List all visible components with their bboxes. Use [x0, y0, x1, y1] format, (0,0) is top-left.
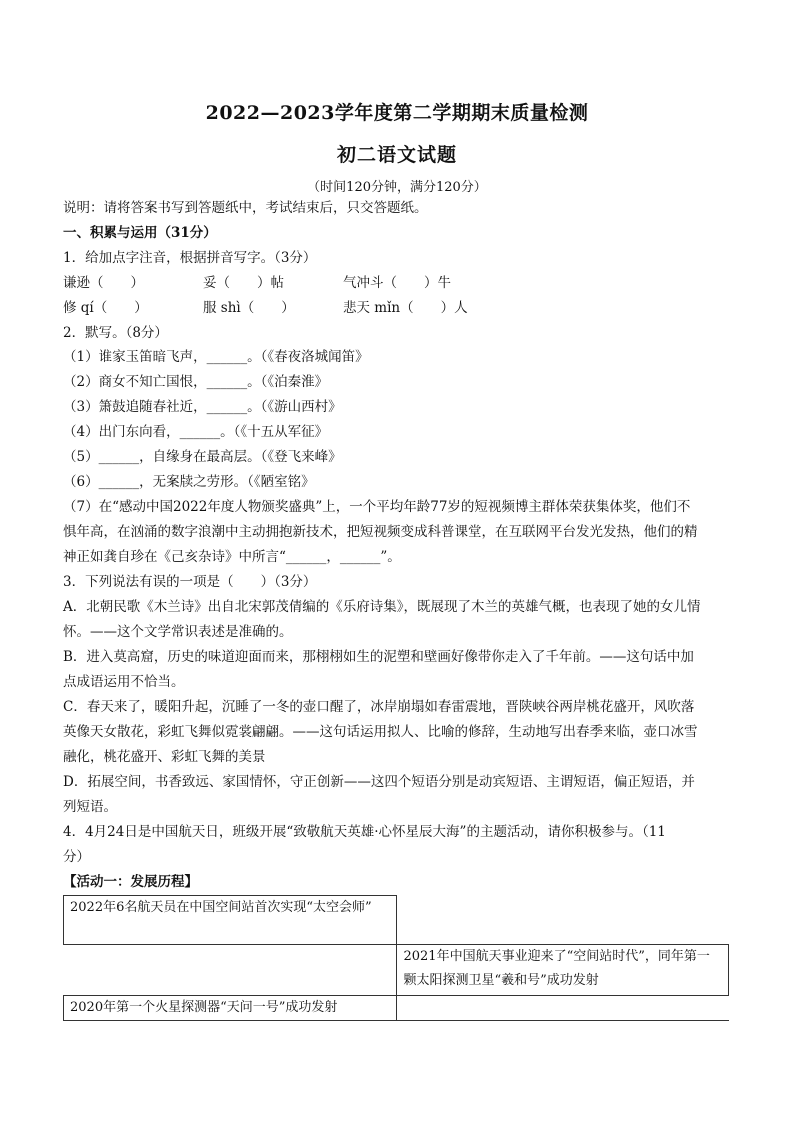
q3-stem: 3．下列说法有误的一项是（ ）（3分）: [63, 574, 317, 590]
timeline-cell-empty: [64, 945, 397, 996]
timeline-row: [64, 896, 729, 945]
exam-title: 2022—2023学年度第二学期期末质量检测: [205, 102, 589, 124]
timeline-table: [63, 895, 729, 1021]
q1-stem: 1．给加点字注音，根据拼音写字。（3分）: [63, 250, 317, 266]
q2-item7-line: （7）在“感动中国2022年度人物颁奖盛典”上，一个平均年龄77岁的短视频博主群体荣获集体奖，他们不: [63, 499, 691, 515]
q1-row2-item: 服 shì（ ）: [203, 300, 295, 316]
q3-line: 点成语运用不恰当。: [63, 674, 185, 690]
q2-line: （5）______，自缘身在最高层。（《登飞来峰》: [63, 449, 342, 465]
q2-line: （6）______，无案牍之劳形。（《陋室铭》: [63, 474, 315, 490]
q3-line: D．拓展空间，书香致远、家国情怀，守正创新——这四个短语分别是动宾短语、主谓短语，偏正短语，并: [63, 774, 695, 790]
q1-row1-item: 妥（ ）帖: [203, 275, 284, 291]
section1-heading: 一、积累与运用（31分）: [63, 225, 217, 241]
q2-stem: 2．默写。（8分）: [63, 325, 168, 341]
q3-line: 英像天女散花，彩虹飞舞似霓裳翩翩。——这句话运用拟人、比喻的修辞，生动地写出春季来临，壶口冰雪: [63, 724, 698, 740]
q3-line: A．北朝民歌《木兰诗》出自北宋郭茂倩编的《乐府诗集》，既展现了木兰的英雄气概，也表现了她的女儿情: [63, 599, 701, 615]
exam-subtitle: 初二语文试题: [336, 144, 457, 166]
q1-row2-item: 悲天 mǐn（ ）人: [343, 300, 468, 316]
q3-line: 融化，桃花盛开、彩虹飞舞的美景: [63, 749, 266, 765]
q4-line: 分）: [63, 849, 90, 865]
timeline-cell: 2022年6名航天员在中国空间站首次实现“太空会师”: [64, 896, 397, 945]
q3-line: B．进入莫高窟，历史的味道迎面而来，那栩栩如生的泥塑和壁画好像带你走入了千年前。——这句话中加: [63, 649, 694, 665]
q2-item7-line: 神正如龚自珍在《己亥杂诗》中所言“______，______”。: [63, 549, 401, 565]
q2-line: （2）商女不知亡国恨，______。（《泊秦淮》: [63, 374, 329, 390]
timeline-row: [64, 945, 729, 996]
timeline-cell-empty: [397, 896, 729, 945]
timeline-row: [64, 996, 729, 1021]
q1-row2-item: 修 qí（ ）: [63, 300, 148, 316]
q2-line: （3）箫鼓追随春社近，______。（《游山西村》: [63, 399, 342, 415]
timeline-cell-empty: [397, 996, 729, 1021]
q4-line: 4．4月24日是中国航天日，班级开展“致敬航天英雄·心怀星辰大海”的主题活动，请你积极参与。（11: [63, 824, 666, 840]
q3-line: 怀。——这个文学常识表述是准确的。: [63, 624, 293, 640]
q3-line: C．春天来了，暖阳升起，沉睡了一冬的壶口醒了，冰岸崩塌如春雷震地，晋陕峡谷两岸桃花盛开，风吹落: [63, 699, 695, 715]
instructions: 说明：请将答案书写到答题纸中，考试结束后，只交答题纸。: [63, 200, 428, 216]
timeline-cell: 2020年第一个火星探测器“天问一号”成功发射: [64, 996, 397, 1021]
timeline-cell: 2021年中国航天事业迎来了“空间站时代”，同年第一颗太阳探测卫星“羲和号”成功发射: [397, 945, 729, 996]
q2-line: （1）谁家玉笛暗飞声，______。（《春夜洛城闻笛》: [63, 349, 369, 365]
q3-line: 列短语。: [63, 799, 117, 815]
time-note: （时间120分钟，满分120分）: [307, 180, 487, 195]
q1-row1-item: 谦逊（ ）: [63, 275, 144, 291]
q1-row1-item: 气冲斗（ ）牛: [343, 275, 451, 291]
activity-heading: 【活动一：发展历程】: [63, 874, 198, 890]
q2-line: （4）出门东向看，______。（《十五从军征》: [63, 424, 329, 440]
q2-item7-line: 惧年高，在汹涌的数字浪潮中主动拥抱新技术，把短视频变成科普课堂，在互联网平台发光发热，他们的精: [63, 524, 698, 540]
